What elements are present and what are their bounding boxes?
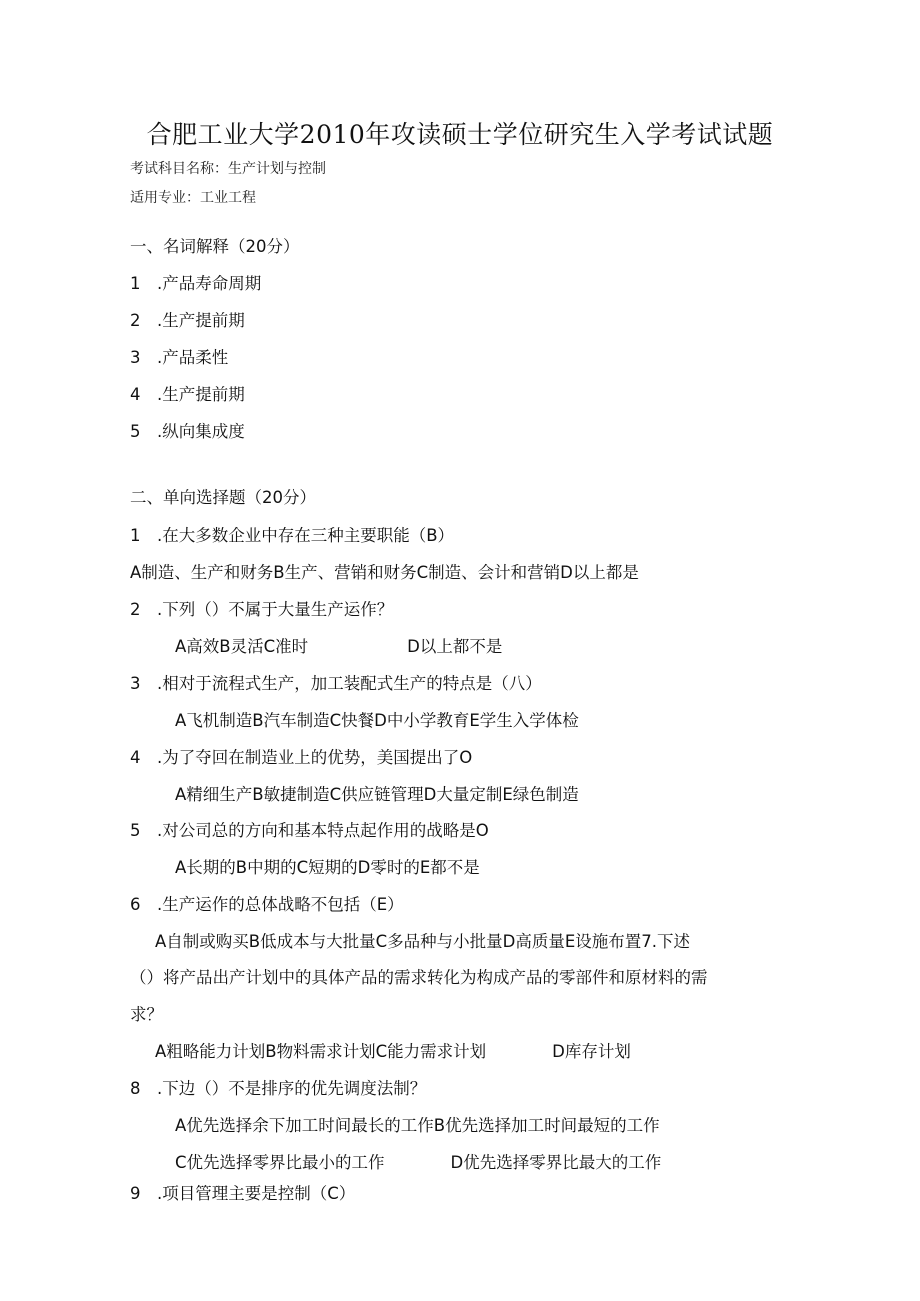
term-item: 4 .生产提前期: [130, 385, 245, 404]
question-line: 4 .为了夺回在制造业上的优势，美国提出了O: [130, 748, 473, 767]
options-line: C优先选择零界比最小的工作 D优先选择零界比最大的工作: [175, 1153, 662, 1172]
section2-heading: 二、单向选择题（20分）: [130, 488, 316, 507]
question-line: 1 .在大多数企业中存在三种主要职能（B）: [130, 526, 455, 545]
major-line: 适用专业：工业工程: [130, 190, 256, 206]
question-line: 求？: [130, 1005, 163, 1024]
options-line: A粗略能力计划B物料需求计划C能力需求计划 D库存计划: [155, 1042, 631, 1061]
page-title: 合肥工业大学2010年攻读硕士学位研究生入学考试试题: [146, 120, 774, 149]
subject-line: 考试科目名称：生产计划与控制: [130, 161, 326, 177]
term-item: 2 .生产提前期: [130, 311, 245, 330]
question-line: 2 .下列（）不属于大量生产运作？: [130, 600, 394, 619]
options-line: A自制或购买B低成本与大批量C多品种与小批量D高质量E设施布置7.下述: [155, 932, 691, 951]
options-line: A制造、生产和财务B生产、营销和财务C制造、会计和营销D以上都是: [130, 563, 639, 582]
section1-heading: 一、名词解释（20分）: [130, 237, 300, 256]
options-line: A精细生产B敏捷制造C供应链管理D大量定制E绿色制造: [175, 785, 579, 804]
question-line: 9 .项目管理主要是控制（C）: [130, 1184, 356, 1203]
question-line: 8 .下边（）不是排序的优先调度法制？: [130, 1079, 427, 1098]
question-line: （）将产品出产计划中的具体产品的需求转化为构成产品的零部件和原材料的需: [130, 968, 708, 987]
options-line: A飞机制造B汽车制造C快餐D中小学教育E学生入学体检: [175, 711, 579, 730]
options-line: A长期的B中期的C短期的D零时的E都不是: [175, 858, 480, 877]
options-line: A高效B灵活C准时 D以上都不是: [175, 637, 503, 656]
term-item: 1 .产品寿命周期: [130, 274, 262, 293]
question-line: 6 .生产运作的总体战略不包括（E）: [130, 895, 404, 914]
term-item: 3 .产品柔性: [130, 348, 229, 367]
term-item: 5 .纵向集成度: [130, 422, 245, 441]
question-line: 5 .对公司总的方向和基本特点起作用的战略是O: [130, 821, 489, 840]
options-line: A优先选择余下加工时间最长的工作B优先选择加工时间最短的工作: [175, 1116, 660, 1135]
question-line: 3 .相对于流程式生产，加工装配式生产的特点是（八）: [130, 674, 542, 693]
